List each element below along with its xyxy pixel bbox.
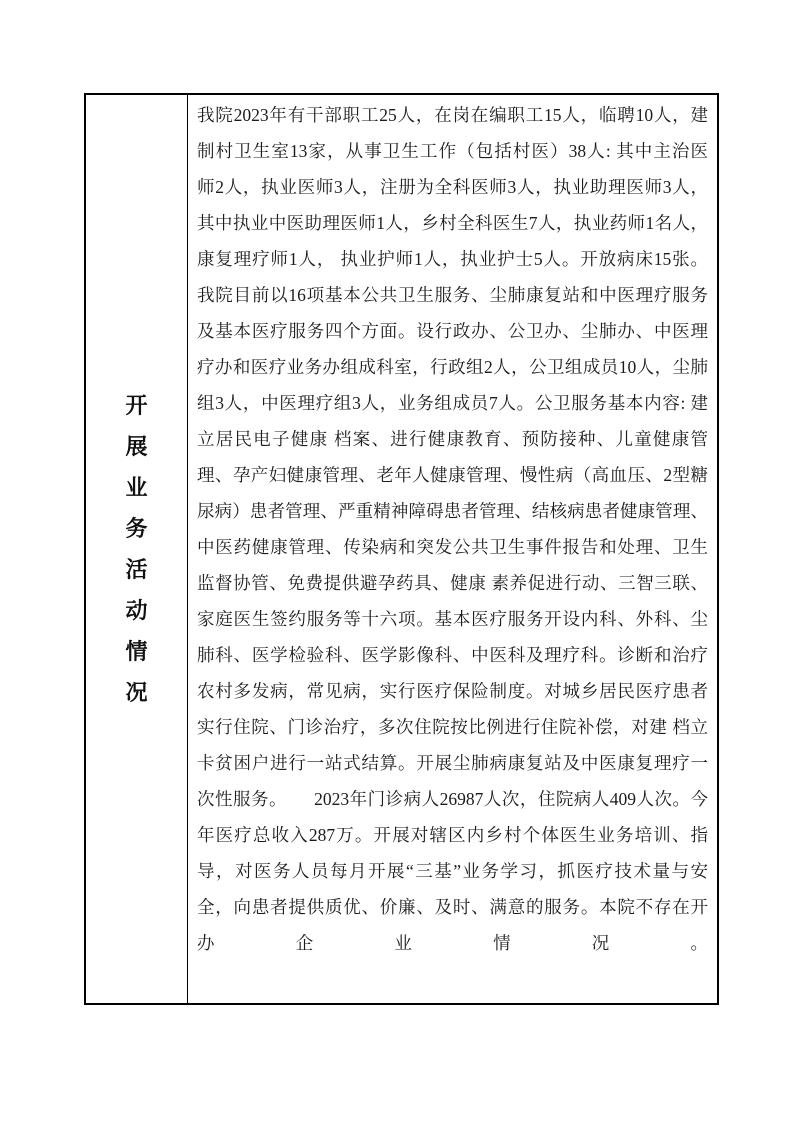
text-line: 其中执业中医助理医师1人，乡村全科医生7人，执业药师1名人， <box>197 213 708 233</box>
text-line: 康复理疗师1人， 执业护师1人，执业护士5人。开放病床15张。 <box>197 249 708 269</box>
text-line: 年医疗总收入287万。开展对辖区内乡村个体医生业务培训、指 <box>197 825 708 845</box>
text-line: 家庭医生签约服务等十六项。基本医疗服务开设内科、外科、尘 <box>197 609 708 629</box>
text-line: 制村卫生室13家，从事卫生工作（包括村医）38人: 其中主治医 <box>197 141 708 161</box>
text-line: 监督协管、免费提供避孕药具、健康 素养促进行动、三智三联、 <box>197 573 708 593</box>
text-line: 中医药健康管理、传染病和突发公共卫生事件报告和处理、卫生 <box>197 537 708 557</box>
text-line: 办企业情况。 <box>197 933 708 953</box>
text-line: 全，向患者提供质优、价廉、及时、满意的服务。本院不存在开 <box>197 897 708 917</box>
text-line: 师2人，执业医师3人，注册为全科医师3人，执业助理医师3人， <box>197 177 708 197</box>
section-label-cell <box>86 95 188 1003</box>
text-line: 疗办和医疗业务办组成科室，行政组2人，公卫组成员10人，尘肺 <box>197 357 708 377</box>
text-line: 理、孕产妇健康管理、老年人健康管理、慢性病（高血压、2型糖 <box>197 465 708 485</box>
text-line: 及基本医疗服务四个方面。设行政办、公卫办、尘肺办、中医理 <box>197 321 708 341</box>
text-line: 农村多发病，常见病，实行医疗保险制度。对城乡居民医疗患者 <box>197 681 708 701</box>
text-line: 尿病）患者管理、严重精神障碍患者管理、结核病患者健康管理、 <box>197 501 708 521</box>
form-table <box>84 93 719 1005</box>
text-line: 卡贫困户进行一站式结算。开展尘肺病康复站及中医康复理疗一 <box>197 753 708 773</box>
text-line: 实行住院、门诊治疗，多次住院按比例进行住院补偿，对建 档立 <box>197 717 708 737</box>
text-line: 导，对医务人员每月开展“三基”业务学习，抓医疗技术量与安 <box>197 861 708 881</box>
text-line: 我院目前以16项基本公共卫生服务、尘肺康复站和中医理疗服务 <box>197 285 708 305</box>
text-line: 肺科、医学检验科、医学影像科、中医科及理疗科。诊断和治疗 <box>197 645 708 665</box>
text-line: 立居民电子健康 档案、进行健康教育、预防接种、儿童健康管 <box>197 429 708 449</box>
section-content-cell <box>188 95 717 1003</box>
text-line: 我院2023年有干部职工25人，在岗在编职工15人，临聘10人，建 <box>197 105 708 125</box>
text-line: 次性服务。 2023年门诊病人26987人次，住院病人409人次。今 <box>197 789 708 809</box>
text-line: 组3人，中医理疗组3人，业务组成员7人。公卫服务基本内容: 建 <box>197 393 708 413</box>
section-label-vertical-text: 开展业务活动情况 <box>125 393 148 705</box>
